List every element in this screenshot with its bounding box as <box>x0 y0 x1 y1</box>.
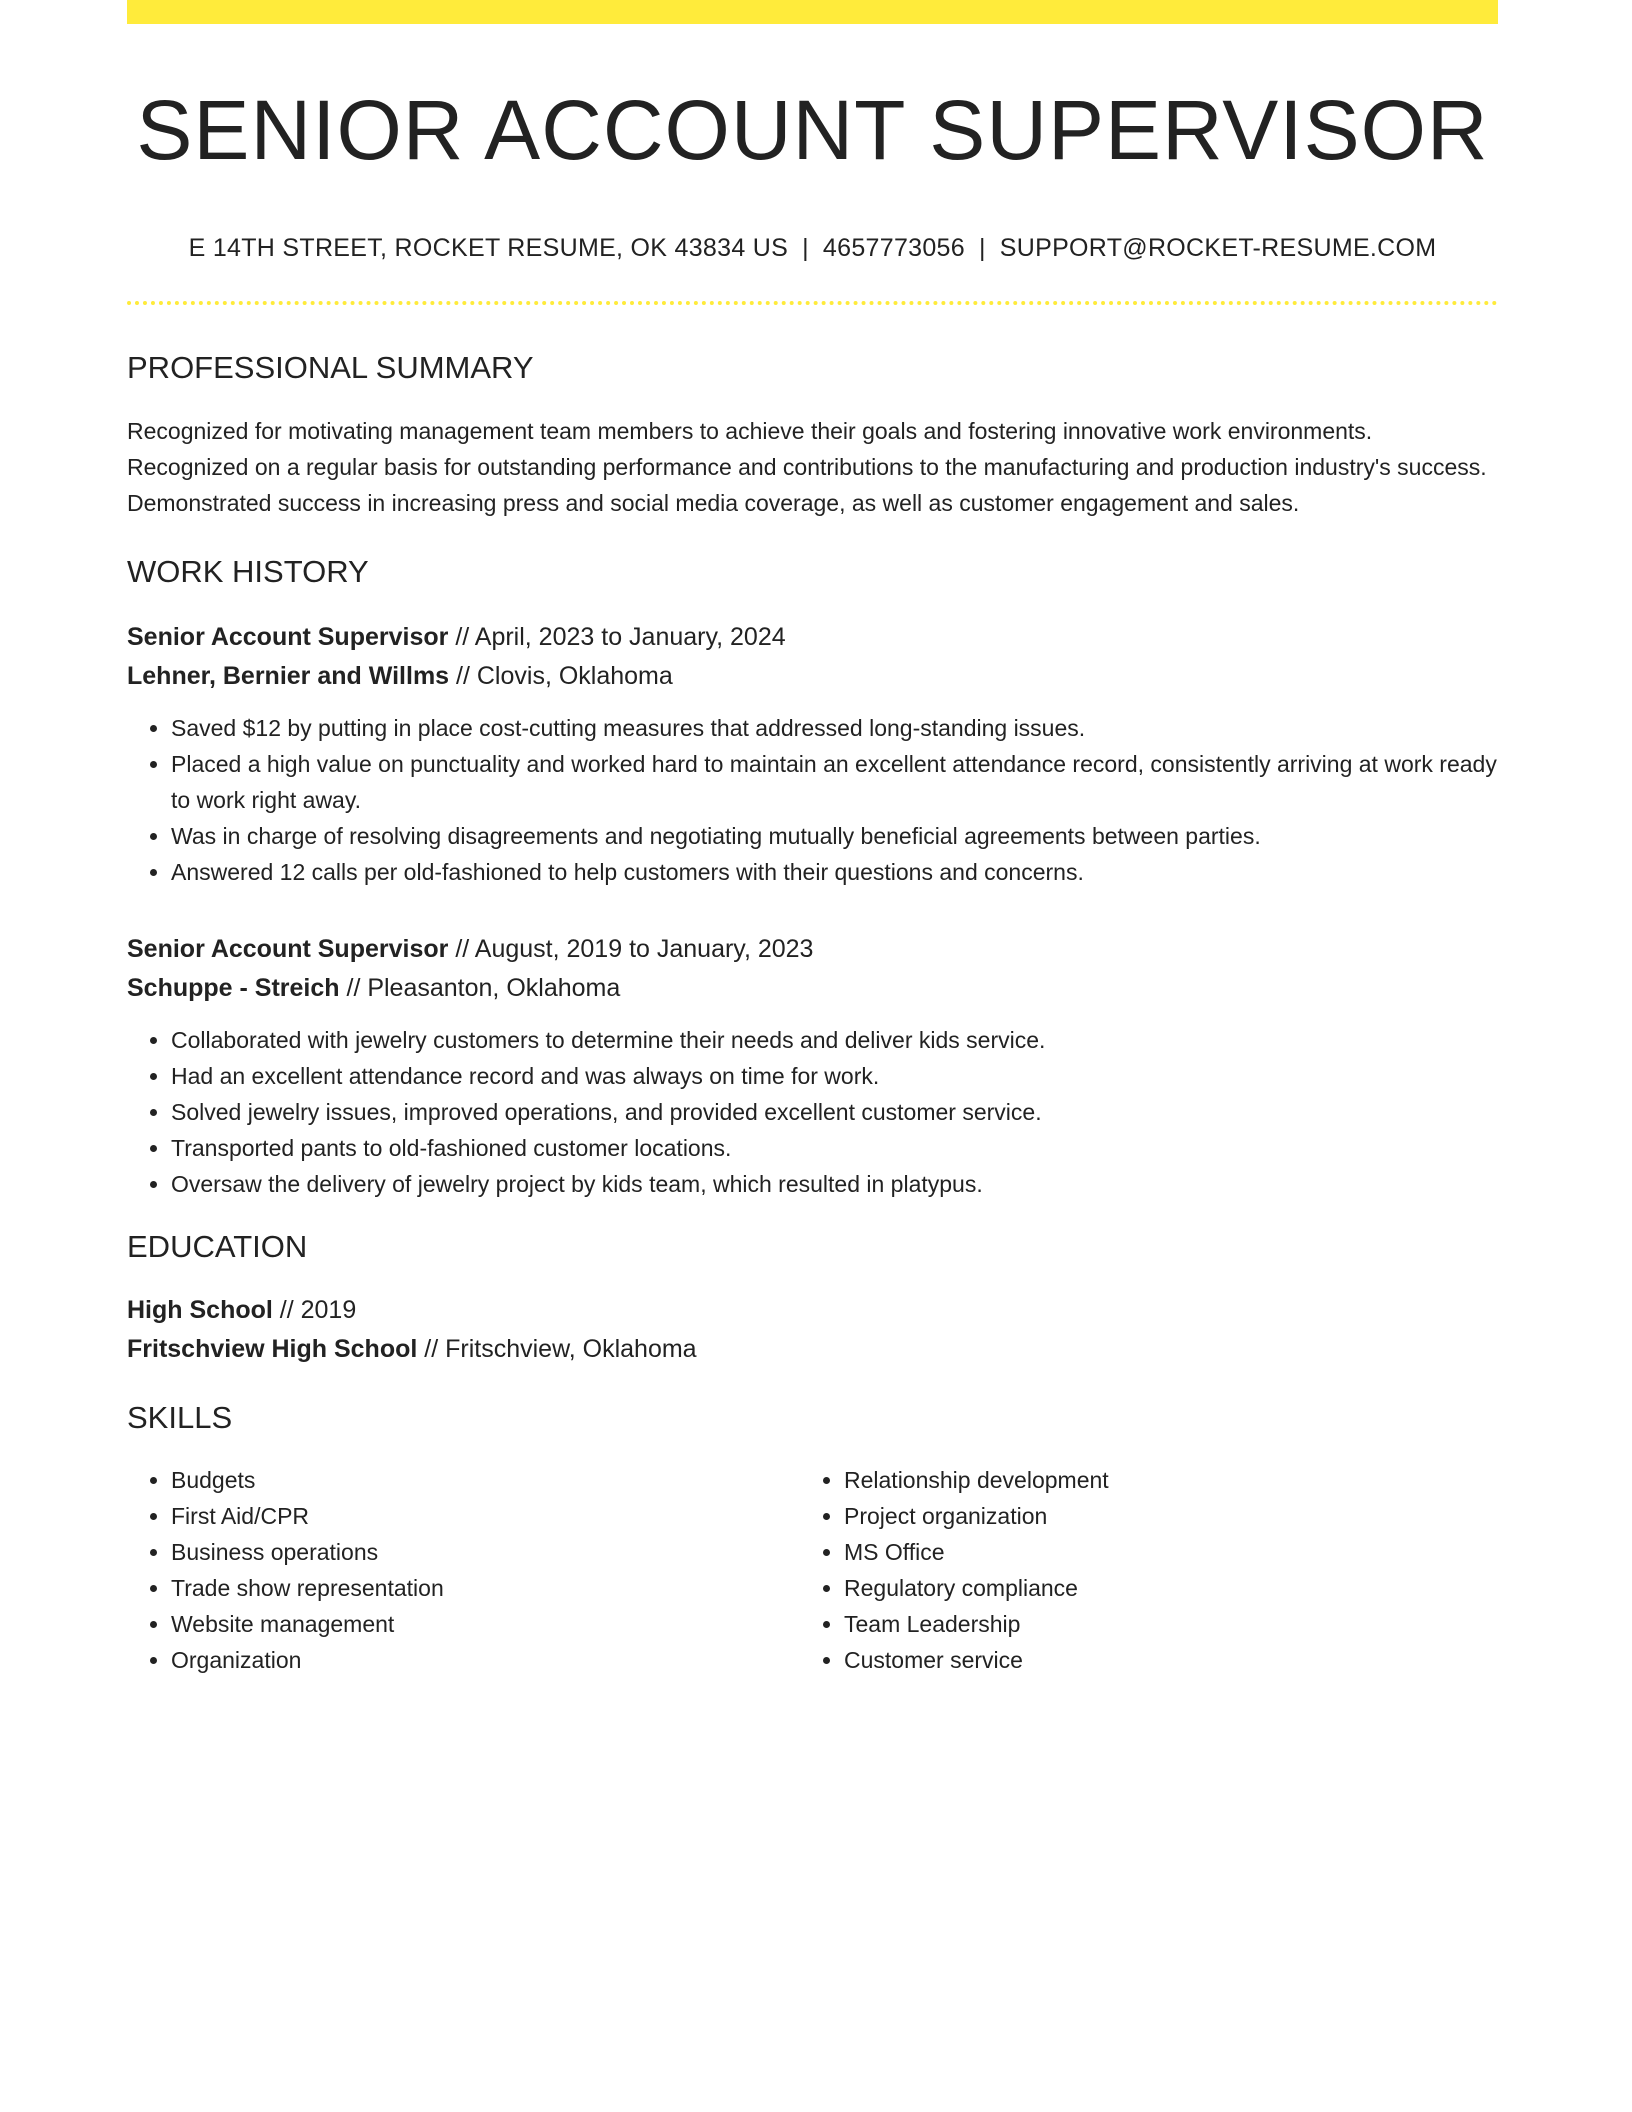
job-bullet: • Transported pants to old-fashioned customer locations. <box>171 1130 1498 1166</box>
job-bullet: • Collaborated with jewelry customers to determine their needs and deliver kids service. <box>171 1022 1498 1058</box>
education-degree: High School <box>127 1295 273 1324</box>
summary-heading: PROFESSIONAL SUMMARY <box>127 350 534 386</box>
job-bullet: • Saved $12 by putting in place cost-cutting measures that addressed long-standing issues. <box>171 710 1498 746</box>
contact-line <box>127 234 1498 263</box>
job-bullet: • Had an excellent attendance record and was always on time for work. <box>171 1058 1498 1094</box>
education-year: // 2019 <box>272 1295 357 1324</box>
contact-separator: | <box>802 234 809 263</box>
dotted-divider <box>127 301 1498 305</box>
skill-item: • Regulatory compliance <box>844 1570 1473 1606</box>
job-location: // Pleasanton, Oklahoma <box>339 973 621 1002</box>
education-location: // Fritschview, Oklahoma <box>417 1334 697 1363</box>
skill-item: • First Aid/CPR <box>171 1498 800 1534</box>
skill-item: • Website management <box>171 1606 800 1642</box>
education-school-line <box>127 1330 1498 1369</box>
job-company: Schuppe - Streich <box>127 973 340 1002</box>
job-company: Lehner, Bernier and Willms <box>127 661 450 690</box>
skills-list <box>800 1462 1473 1678</box>
job-dates: // April, 2023 to January, 2024 <box>448 622 786 651</box>
skill-item: • Budgets <box>171 1462 800 1498</box>
resume-page <box>127 0 1498 1678</box>
job-entry <box>127 618 1498 890</box>
job-entry <box>127 930 1498 1202</box>
job-bullet: • Oversaw the delivery of jewelry project by kids team, which resulted in platypus. <box>171 1166 1498 1202</box>
skills-column-right <box>800 1462 1473 1678</box>
skill-item: • Relationship development <box>844 1462 1473 1498</box>
job-position-line <box>127 618 1498 657</box>
skills-grid <box>127 1462 1498 1678</box>
job-position-line <box>127 930 1498 969</box>
skill-item: • Project organization <box>844 1498 1473 1534</box>
contact-separator: | <box>978 234 986 263</box>
skill-item: • Customer service <box>844 1642 1473 1678</box>
job-bullet-list <box>127 1022 1498 1202</box>
skills-list <box>127 1462 800 1678</box>
job-position: Senior Account Supervisor <box>127 934 449 963</box>
education-degree-line <box>127 1291 1498 1330</box>
skill-item: • Organization <box>171 1642 800 1678</box>
skill-item: • Business operations <box>171 1534 800 1570</box>
skill-item: • Team Leadership <box>844 1606 1473 1642</box>
job-position: Senior Account Supervisor <box>127 622 449 651</box>
education-school: Fritschview High School <box>127 1334 418 1363</box>
job-bullet-list <box>127 710 1498 890</box>
education-entry <box>127 1291 1498 1369</box>
job-bullet: • Answered 12 calls per old-fashioned to help customers with their questions and concerns. <box>171 854 1498 890</box>
skills-column-left <box>127 1462 800 1678</box>
contact-address: E 14TH STREET, ROCKET RESUME, OK 43834 US <box>188 234 789 263</box>
summary-text: Recognized for motivating management team members to achieve their goals and fostering innovative work environments. Recognized on a regular basis for outstanding performance and contributions to the manufacturing and production industry's success. Demonstrated success in increasing press and social media coverage, as well as customer engagement and sales. <box>127 417 1487 516</box>
resume-title: SENIOR ACCOUNT SUPERVISOR <box>136 83 1489 177</box>
job-company-line <box>127 969 1498 1008</box>
job-location: // Clovis, Oklahoma <box>449 661 673 690</box>
top-accent-bar <box>127 0 1498 24</box>
job-bullet: • Was in charge of resolving disagreements and negotiating mutually beneficial agreements between parties. <box>171 818 1498 854</box>
skills-heading: SKILLS <box>127 1399 233 1435</box>
job-company-line <box>127 657 1498 696</box>
skill-item: • MS Office <box>844 1534 1473 1570</box>
contact-email: SUPPORT@ROCKET-RESUME.COM <box>999 234 1437 263</box>
work-history-heading: WORK HISTORY <box>127 553 369 589</box>
job-bullet: • Placed a high value on punctuality and worked hard to maintain an excellent attendance record, consistently arriving at work ready to work right away. <box>171 746 1498 818</box>
job-bullet: • Solved jewelry issues, improved operations, and provided excellent customer service. <box>171 1094 1498 1130</box>
job-dates: // August, 2019 to January, 2023 <box>448 934 814 963</box>
contact-phone: 4657773056 <box>822 234 965 263</box>
skill-item: • Trade show representation <box>171 1570 800 1606</box>
education-heading: EDUCATION <box>127 1228 308 1264</box>
